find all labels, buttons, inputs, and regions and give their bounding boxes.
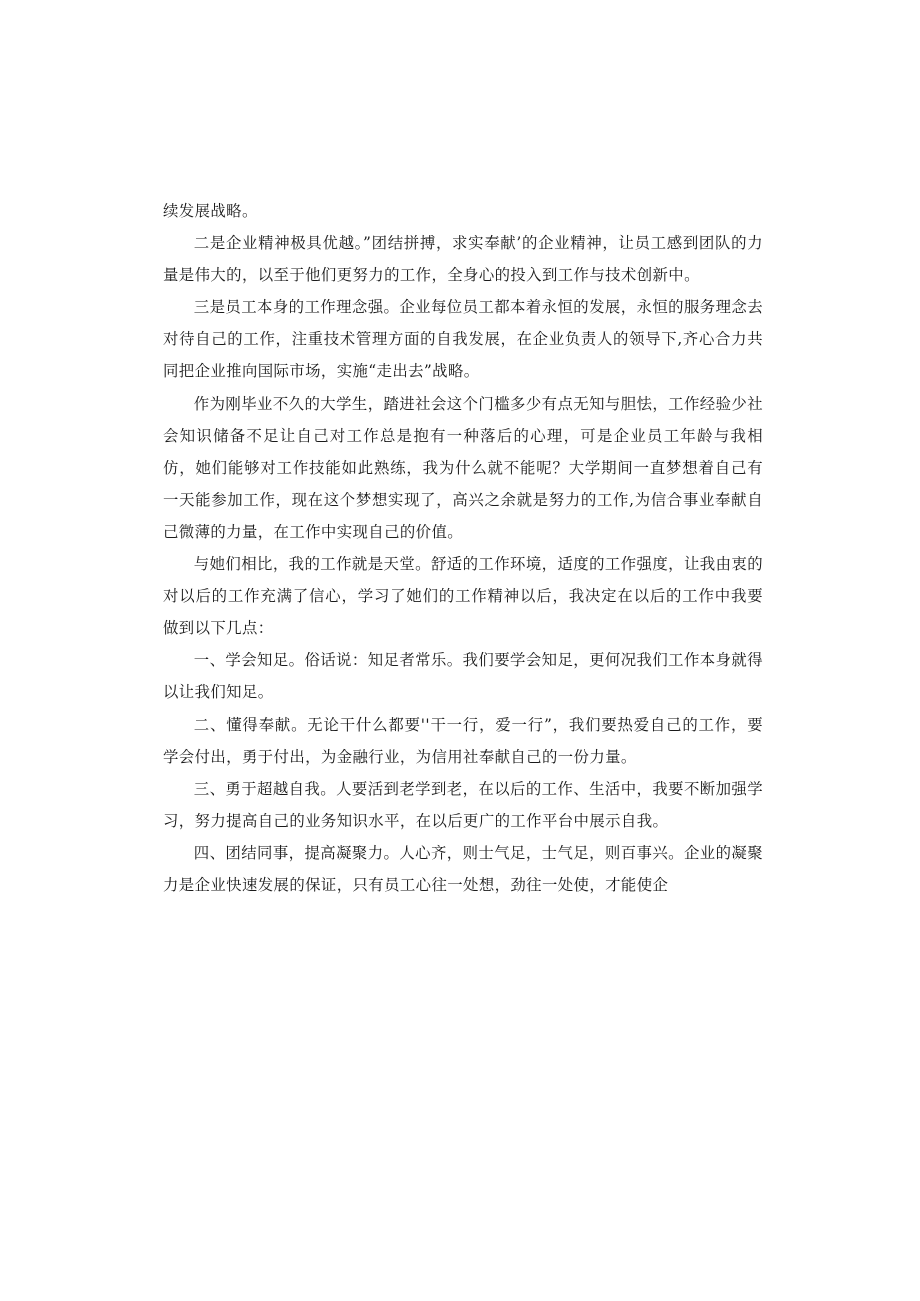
paragraph-3: 三是员工本身的工作理念强。企业每位员工都本着永恒的发展，永恒的服务理念去对待自己的工作，注重技术管理方面的自我发展，在企业负责人的领导下,齐心合力共同把企业推向国际市场，实施“走出去”战略。 [163,298,763,381]
paragraph-9: 四、团结同事，提高凝聚力。人心齐，则士气足，士气足，则百事兴。企业的凝聚力是企业快速发展的保证，只有员工心往一处想，劲往一处使，才能使企 [163,843,763,894]
paragraph-1: 续发展战略。 [163,202,258,220]
paragraph-7: 二、懂得奉献。无论干什么都要''干一行，爱一行”，我们要热爱自己的工作，要学会付出，勇于付出，为金融行业，为信用社奉献自己的一份力量。 [163,715,763,766]
document-body [163,195,763,901]
paragraph-8: 三、勇于超越自我。人要活到老学到老，在以后的工作、生活中，我要不断加强学习，努力提高自己的业务知识水平，在以后更广的工作平台中展示自我。 [163,779,763,830]
paragraph-2: 二是企业精神极具优越。”团结拼搏，求实奉献’的企业精神，让员工感到团队的力量是伟大的，以至于他们更努力的工作，全身心的投入到工作与技术创新中。 [163,234,763,285]
paragraph-6: 一、学会知足。俗话说：知足者常乐。我们要学会知足，更何况我们工作本身就得以让我们知足。 [163,651,763,702]
paragraph-4: 作为刚毕业不久的大学生，踏进社会这个门槛多少有点无知与胆怯，工作经验少社会知识储备不足让自己对工作总是抱有一种落后的心理，可是企业员工年龄与我相仿，她们能够对工作技能如此熟练，我为什么就不能呢？大学期间一直梦想着自己有一天能参加工作，现在这个梦想实现了，高兴之余就是努力的工作,为信合事业奉献自己微薄的力量，在工作中实现自己的价值。 [163,394,763,541]
paragraph-5: 与她们相比，我的工作就是天堂。舒适的工作环境，适度的工作强度，让我由衷的对以后的工作充满了信心，学习了她们的工作精神以后，我决定在以后的工作中我要做到以下几点： [163,555,763,638]
